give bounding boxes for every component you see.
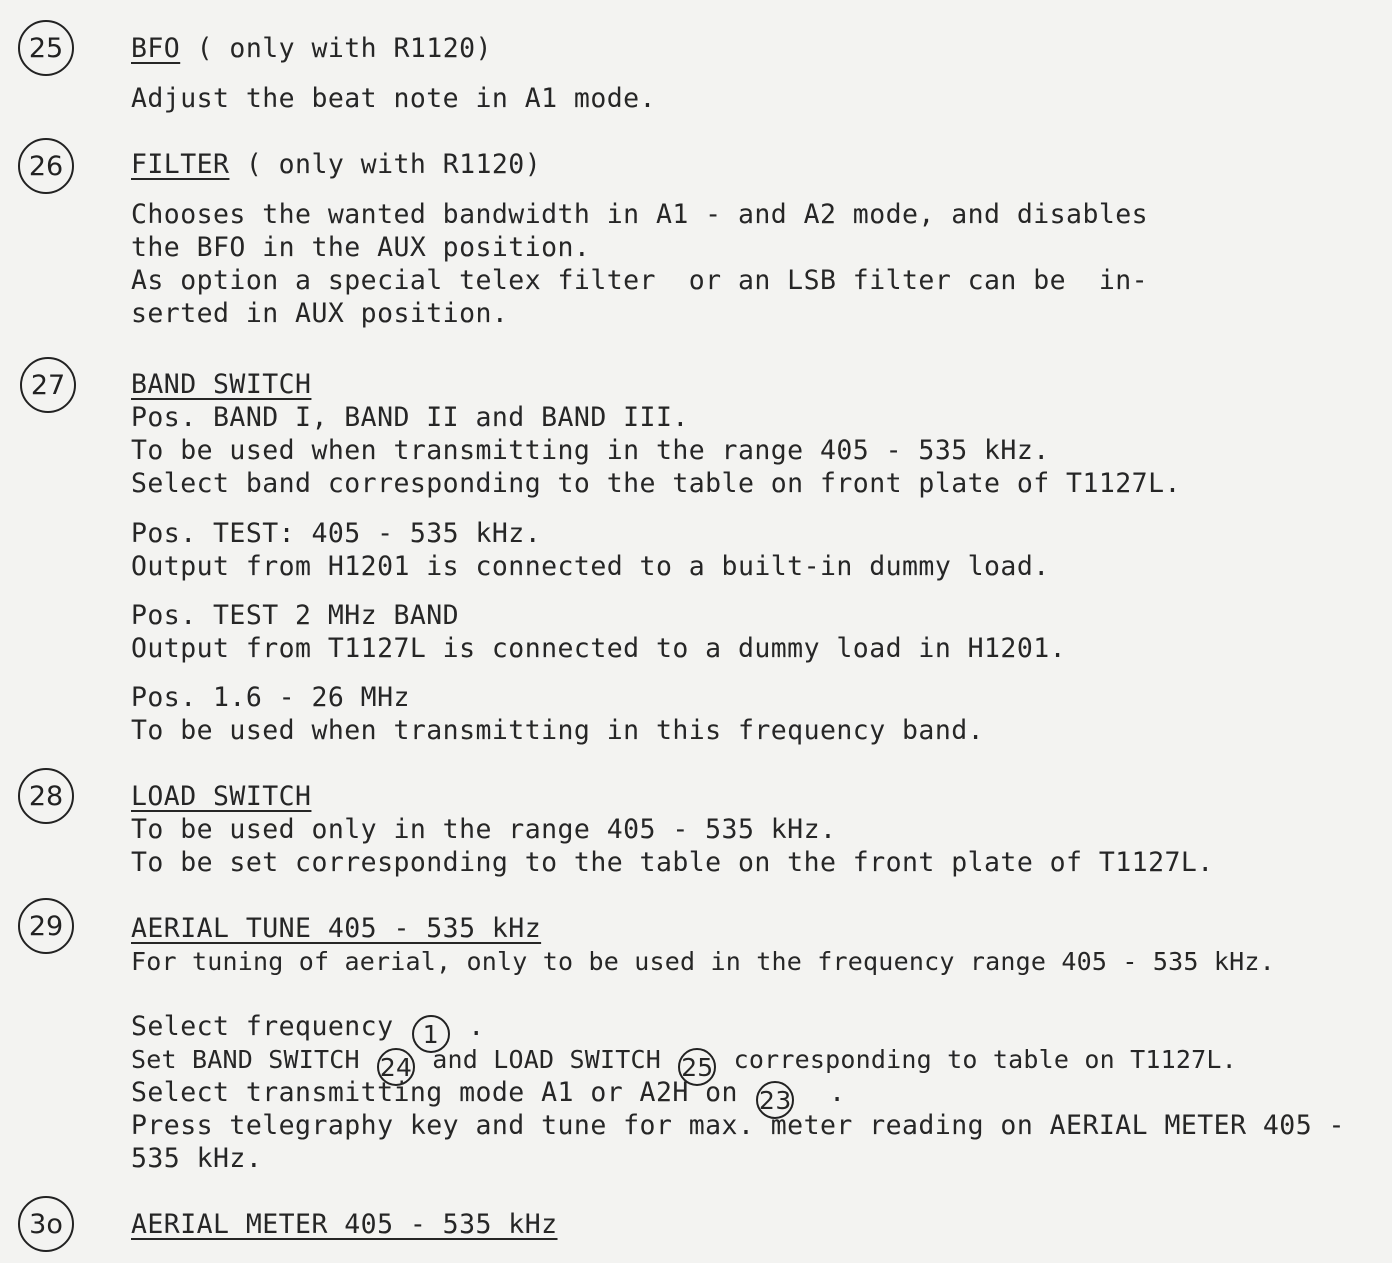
item-25-line-1: Adjust the beat note in A1 mode. <box>131 83 656 114</box>
item-number-25: 25 <box>18 20 74 76</box>
step-2-text: Set BAND SWITCH <box>131 1045 376 1074</box>
item-27-p2-line-1: Pos. TEST: 405 - 535 kHz. <box>131 518 542 549</box>
reference-circle-23: 23 <box>756 1081 794 1119</box>
item-27-p3-line-2: Output from T1127L is connected to a dummy load in H1201. <box>131 633 1067 664</box>
item-30-title: AERIAL METER 405 - 535 kHz <box>131 1209 558 1240</box>
item-number-26: 26 <box>18 138 74 194</box>
reference-circle-24: 24 <box>377 1048 415 1086</box>
item-26-line-3: As option a special telex filter or an LSB filter can be in- <box>131 265 1149 296</box>
item-27-p4-line-2: To be used when transmitting in this frequency band. <box>131 715 985 746</box>
item-25-title: BFO <box>131 33 181 64</box>
item-26-line-1: Chooses the wanted bandwidth in A1 - and A2 mode, and disables <box>131 199 1149 230</box>
item-27-p3-line-1: Pos. TEST 2 MHz BAND <box>131 600 460 631</box>
item-27-p4-line-1: Pos. 1.6 - 26 MHz <box>131 682 410 713</box>
item-28-title: LOAD SWITCH <box>131 781 312 812</box>
step-1-text: Select frequency <box>131 1011 410 1042</box>
step-3-end: . <box>796 1077 846 1108</box>
item-number-29: 29 <box>18 898 74 954</box>
item-26-line-2: the BFO in the AUX position. <box>131 232 591 263</box>
item-26-heading <box>131 148 541 181</box>
item-25-heading <box>131 32 492 65</box>
item-27-heading <box>131 368 311 401</box>
reference-circle-1: 1 <box>412 1015 450 1053</box>
item-28-line-1: To be used only in the range 405 - 535 kHz. <box>131 814 837 845</box>
reference-circle-25: 25 <box>678 1048 716 1086</box>
item-number-30: 3o <box>18 1196 74 1252</box>
step-2-mid: and LOAD SWITCH <box>417 1045 677 1074</box>
item-29-step-4: Press telegraphy key and tune for max. meter reading on AERIAL METER 405 - <box>131 1110 1345 1141</box>
item-26-line-4: serted in AUX position. <box>131 298 509 329</box>
item-25-title-note: ( only with R1120) <box>180 33 492 64</box>
item-number-28: 28 <box>18 768 74 824</box>
item-29-title: AERIAL TUNE 405 - 535 kHz <box>131 913 542 944</box>
item-27-p1-line-1: Pos. BAND I, BAND II and BAND III. <box>131 402 689 433</box>
item-27-p1-line-3: Select band corresponding to the table on front plate of T1127L. <box>131 468 1181 499</box>
item-29-step-5: 535 kHz. <box>131 1143 263 1174</box>
step-1-end: . <box>451 1011 485 1042</box>
item-number-27: 27 <box>20 357 76 413</box>
step-3-text: Select transmitting mode A1 or A2H on <box>131 1077 755 1108</box>
item-28-heading <box>131 780 311 813</box>
item-26-title: FILTER <box>131 149 230 180</box>
item-27-title: BAND SWITCH <box>131 369 312 400</box>
item-29-heading <box>131 912 541 945</box>
item-29-line-1: For tuning of aerial, only to be used in the frequency range 405 - 535 kHz. <box>131 947 1275 976</box>
item-27-p2-line-2: Output from H1201 is connected to a built-in dummy load. <box>131 551 1050 582</box>
item-26-title-note: ( only with R1120) <box>229 149 542 180</box>
item-28-line-2: To be set corresponding to the table on the front plate of T1127L. <box>131 847 1214 878</box>
item-30-heading <box>131 1208 558 1241</box>
step-2-end: corresponding to table on T1127L. <box>718 1045 1237 1074</box>
item-27-p1-line-2: To be used when transmitting in the range 405 - 535 kHz. <box>131 435 1050 466</box>
